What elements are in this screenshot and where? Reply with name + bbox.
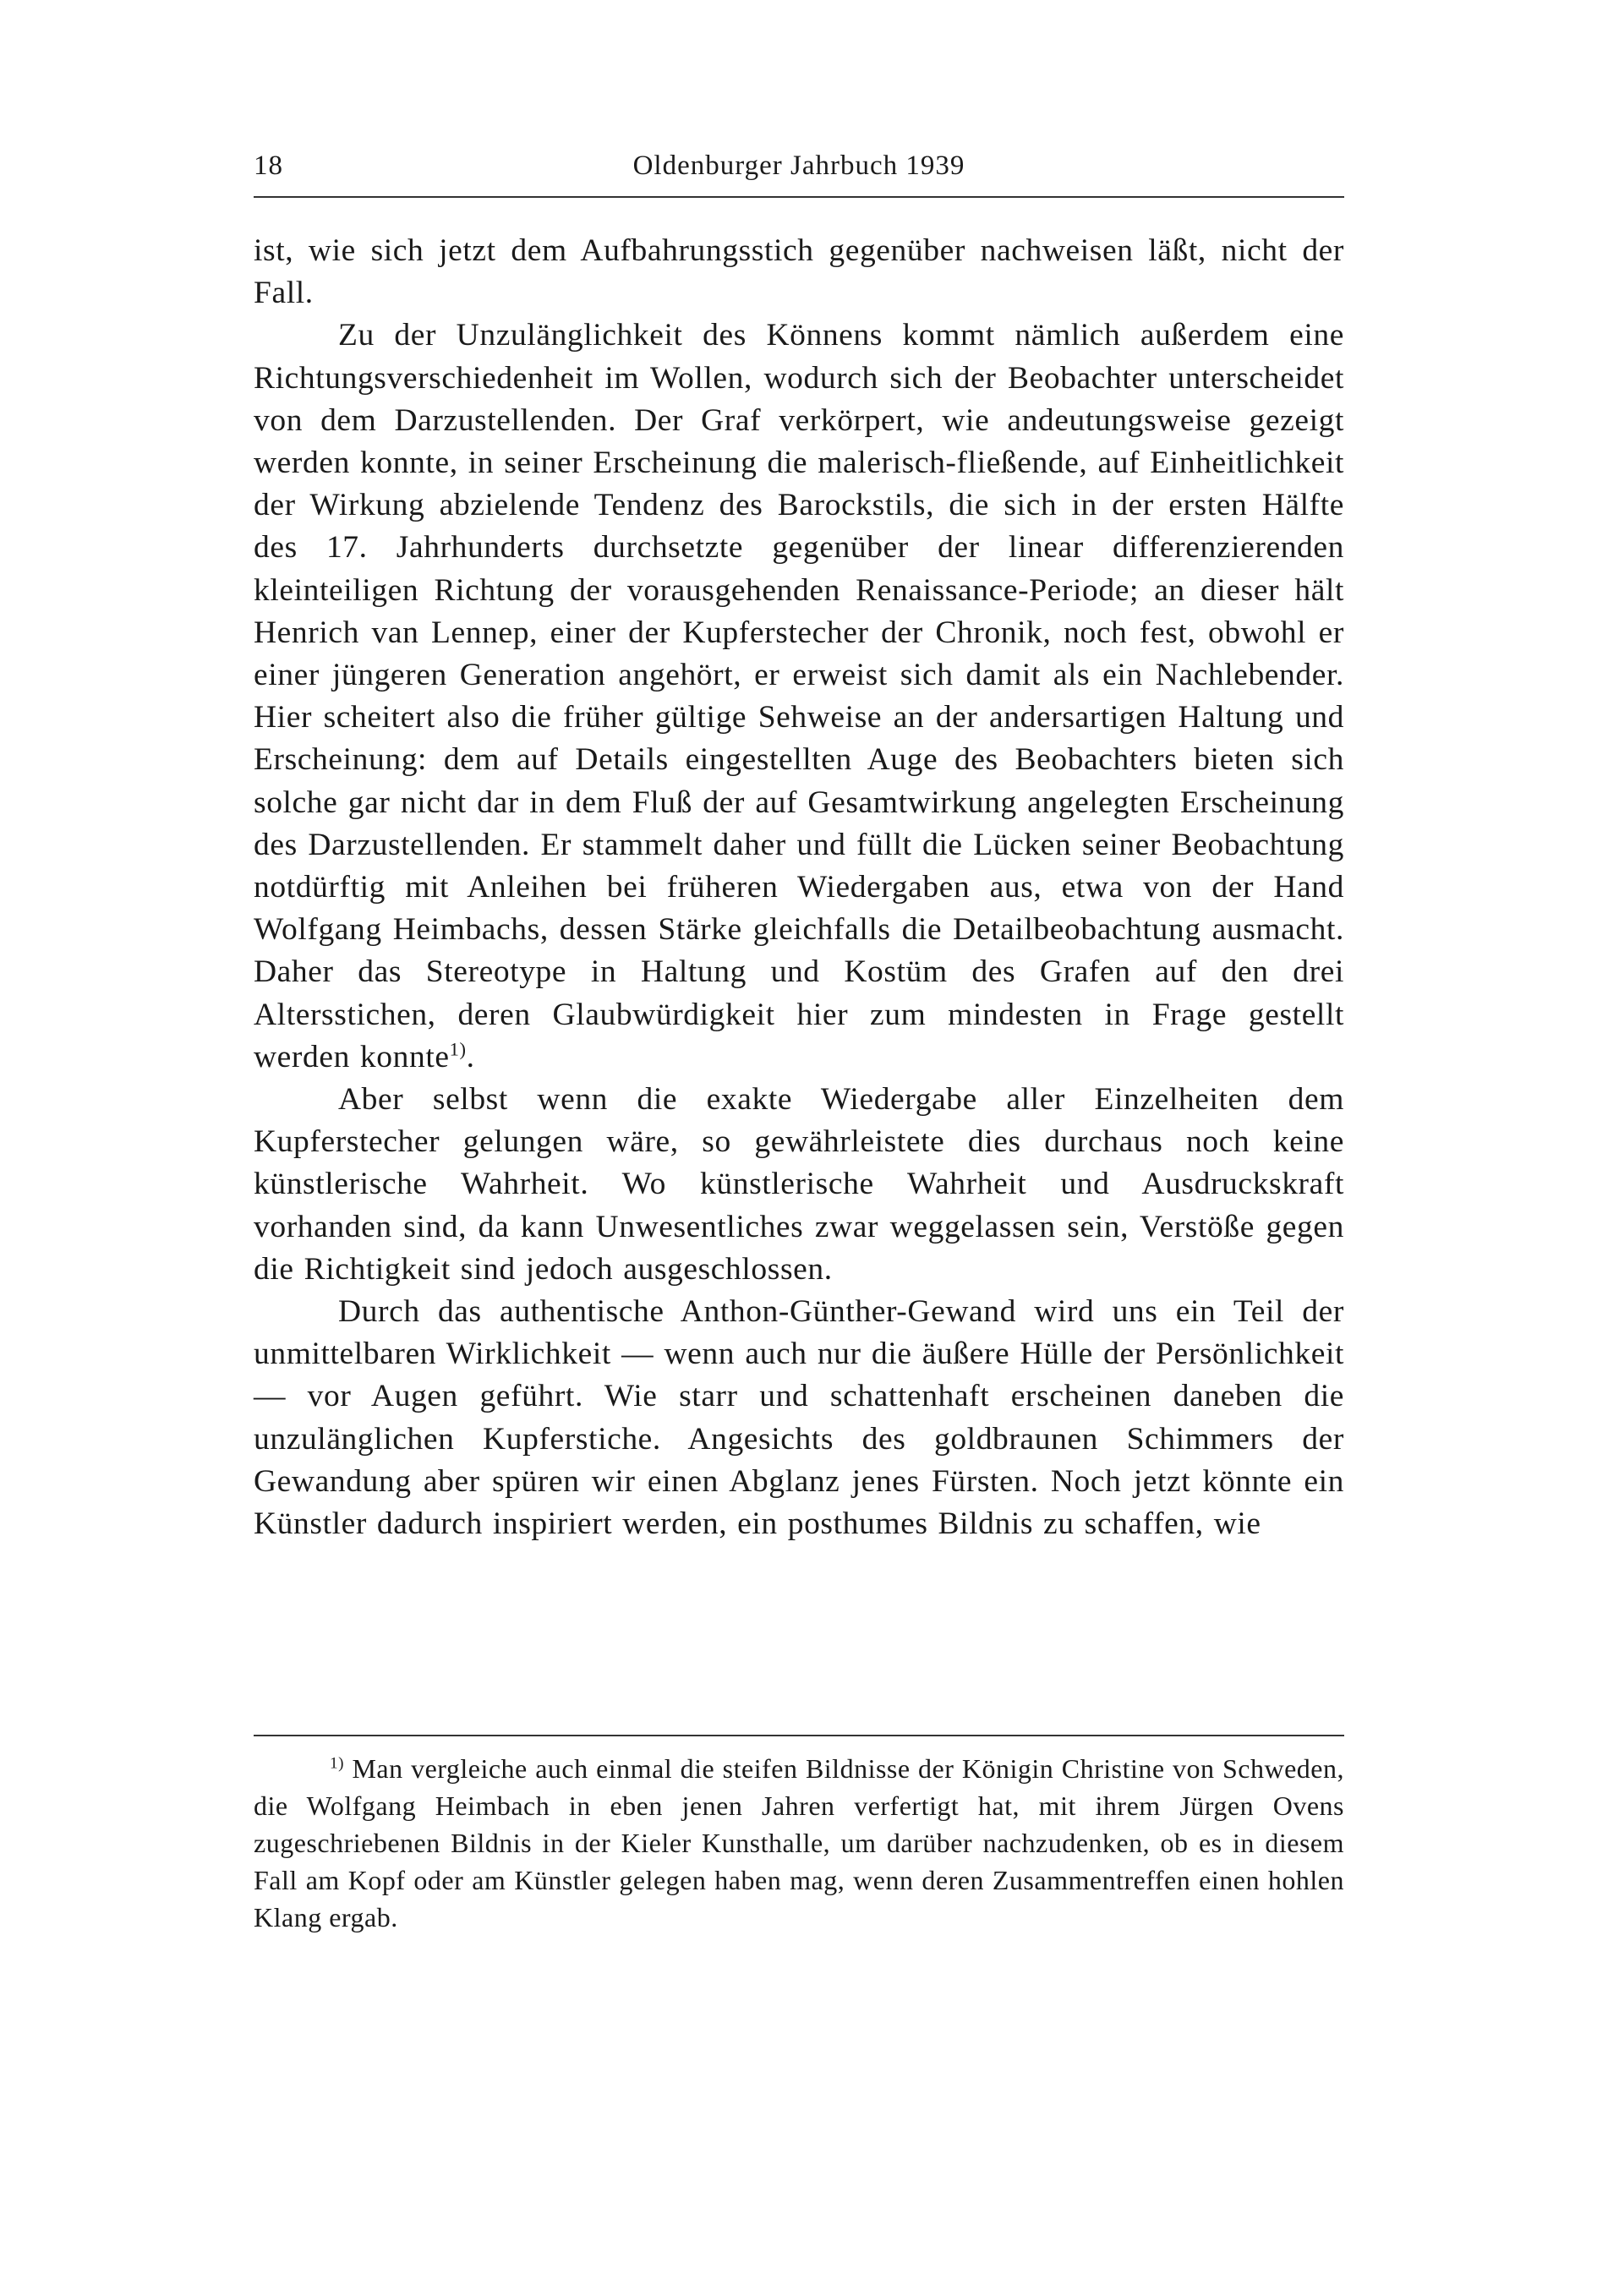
- page-number: 18: [254, 150, 283, 181]
- header-rule: [254, 196, 1344, 198]
- footnote-marker: 1): [330, 1754, 344, 1773]
- document-page: [254, 0, 1344, 2296]
- paragraph: Zu der Unzulänglichkeit des Könnens kommt nämlich außerdem eine Richtungsverschiedenheit im Wollen, wodurch sich der Beobachter unterscheidet von dem Darzustellenden. Der Graf verkörpert, wie andeutungsweise gezeigt werden konnte, in seiner Erscheinung die malerisch-fließende, auf Einheitlichkeit der Wirkung abzielende Tendenz des Barockstils, die sich in der ersten Hälfte des 17. Jahrhunderts durchsetzte gegenüber der linear differenzierenden kleinteiligen Richtung der vorausgehenden Renaissance-Periode; an dieser hält Henrich van Lennep, einer der Kupferstecher der Chronik, noch fest, obwohl er einer jüngeren Generation angehört, er erweist sich damit als ein Nachlebender. Hier scheitert also die früher gültige Sehweise an der andersartigen Haltung und Erscheinung: dem auf Details eingestellten Auge des Beobachters bieten sich solche gar nicht dar in dem Fluß der auf Gesamtwirkung angelegten Erscheinung des Darzustellenden. Er stammelt daher und füllt die Lücken seiner Beobachtung notdürftig mit Anleihen bei früheren Wiedergaben aus, etwa von der Hand Wolfgang Heimbachs, dessen Stärke gleichfalls die Detailbeobachtung ausmacht. Daher das Stereotype in Haltung und Kostüm des Grafen auf den drei Altersstichen, deren Glaubwürdigkeit hier zum mindesten in Frage gestellt werden konnte$^{1)}$.: [254, 318, 1344, 1074]
- page-header: [254, 144, 1344, 194]
- footnote: $^{1)}$ Man vergleiche auch einmal die steifen Bildnisse der Königin Christine von Schweden, die Wolfgang Heimbach in eben jenen Jahren verfertigt hat, mit ihrem Jürgen Ovens zugeschriebenen Bildnis in der Kieler Kunsthalle, um darüber nachzudenken, ob es in diesem Fall am Kopf oder am Künstler gelegen haben mag, wenn deren Zusammentreffen einen hohlen Klang ergab.: [254, 1753, 1344, 1932]
- running-title: Oldenburger Jahrbuch 1939: [632, 150, 965, 181]
- footnote-reference: 1): [449, 1038, 467, 1060]
- footnote-rule: [254, 1735, 1344, 1736]
- paragraph-continuation: ist, wie sich jetzt dem Aufbahrungsstich gegenüber nachweisen läßt, nicht der Fall.: [254, 233, 1344, 311]
- body-text: [254, 230, 1344, 1545]
- footnotes: [254, 1750, 1344, 1936]
- paragraph: Durch das authentische Anthon-Günther-Gewand wird uns ein Teil der unmittelbaren Wirklichkeit — wenn auch nur die äußere Hülle der Persönlichkeit — vor Augen geführt. Wie starr und schattenhaft erscheinen daneben die unzulänglichen Kupferstiche. Angesichts des goldbraunen Schimmers der Gewandung aber spüren wir einen Abglanz jenes Fürsten. Noch jetzt könnte ein Künstler dadurch inspiriert werden, ein posthumes Bildnis zu schaffen, wie: [254, 1294, 1344, 1542]
- paragraph: Aber selbst wenn die exakte Wiedergabe aller Einzelheiten dem Kupferstecher gelungen wäre, so gewährleistete dies durchaus noch keine künstlerische Wahrheit. Wo künstlerische Wahrheit und Ausdruckskraft vorhanden sind, da kann Unwesentliches zwar weggelassen sein, Verstöße gegen die Richtigkeit sind jedoch ausgeschlossen.: [254, 1082, 1344, 1287]
